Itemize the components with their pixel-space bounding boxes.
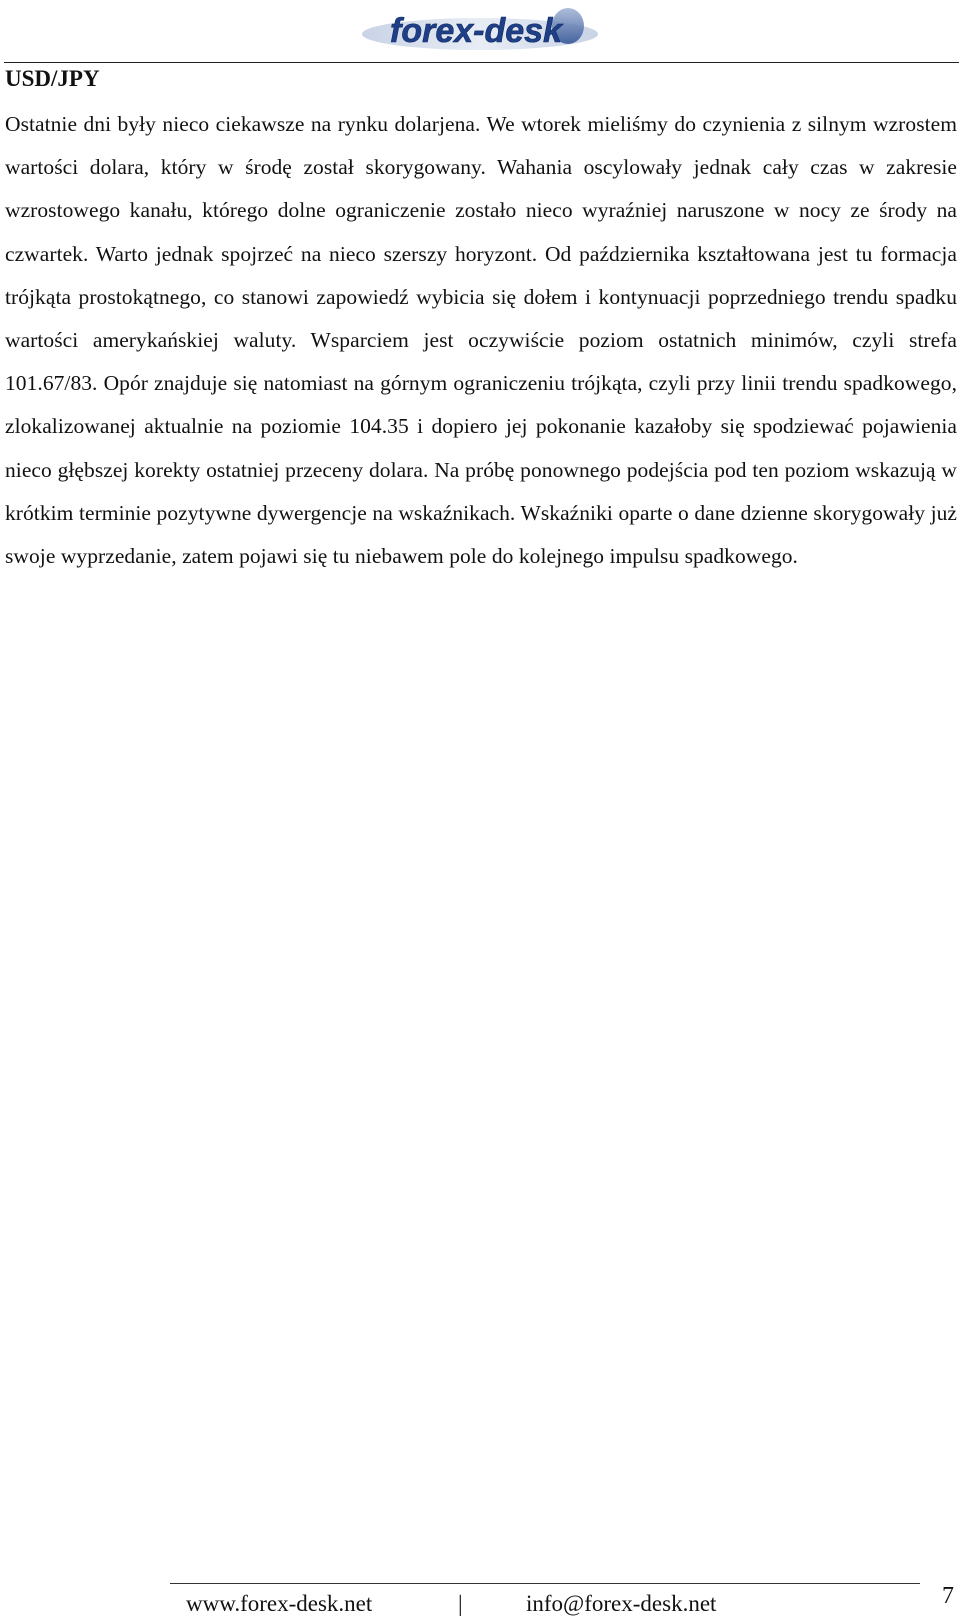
footer-divider — [170, 1583, 920, 1584]
footer-separator: | — [458, 1591, 463, 1616]
section-title: USD/JPY — [5, 66, 100, 91]
footer-email-link[interactable]: info@forex-desk.net — [526, 1591, 717, 1616]
forex-desk-logo — [360, 4, 600, 54]
logo-graphic — [360, 4, 600, 54]
logo-wordmark: forex-desk — [390, 12, 562, 50]
article-paragraph: Ostatnie dni były nieco ciekawsze na rynku dolarjena. We wtorek mieliśmy do czynienia z silnym wzrostem wartości dolara, który w środę został skorygowany. Wahania oscylowały jednak cały czas w zakresie wzrostowego kanału, którego dolne ograniczenie zostało nieco wyraźniej naruszone w nocy ze środy na czwartek. Warto jednak spojrzeć na nieco szerszy horyzont. Od października kształtowana jest tu formacja trójkąta prostokątnego, co stanowi zapowiedź wybicia się dołem i kontynuacji poprzedniego trendu spadku wartości amerykańskiej waluty. Wsparciem jest oczywiście poziom ostatnich minimów, czyli strefa 101.67/83. Opór znajduje się natomiast na górnym ograniczeniu trójkąta, czyli przy linii trendu spadkowego, zlokalizowanej aktualnie na poziomie 104.35 i dopiero jej pokonanie kazałoby się spodziewać pojawienia nieco głębszej korekty ostatniej przeceny dolara. Na próbę ponownego podejścia pod ten poziom wskazują w krótkim terminie pozytywne dywergencje na wskaźnikach. Wskaźniki oparte o dane dzienne skorygowały już swoje wyprzedanie, zatem pojawi się tu niebawem pole do kolejnego impulsu spadkowego. — [5, 112, 957, 569]
header-divider — [4, 62, 959, 63]
footer-website-link[interactable]: www.forex-desk.net — [186, 1591, 373, 1616]
page-number: 7 — [942, 1583, 954, 1609]
